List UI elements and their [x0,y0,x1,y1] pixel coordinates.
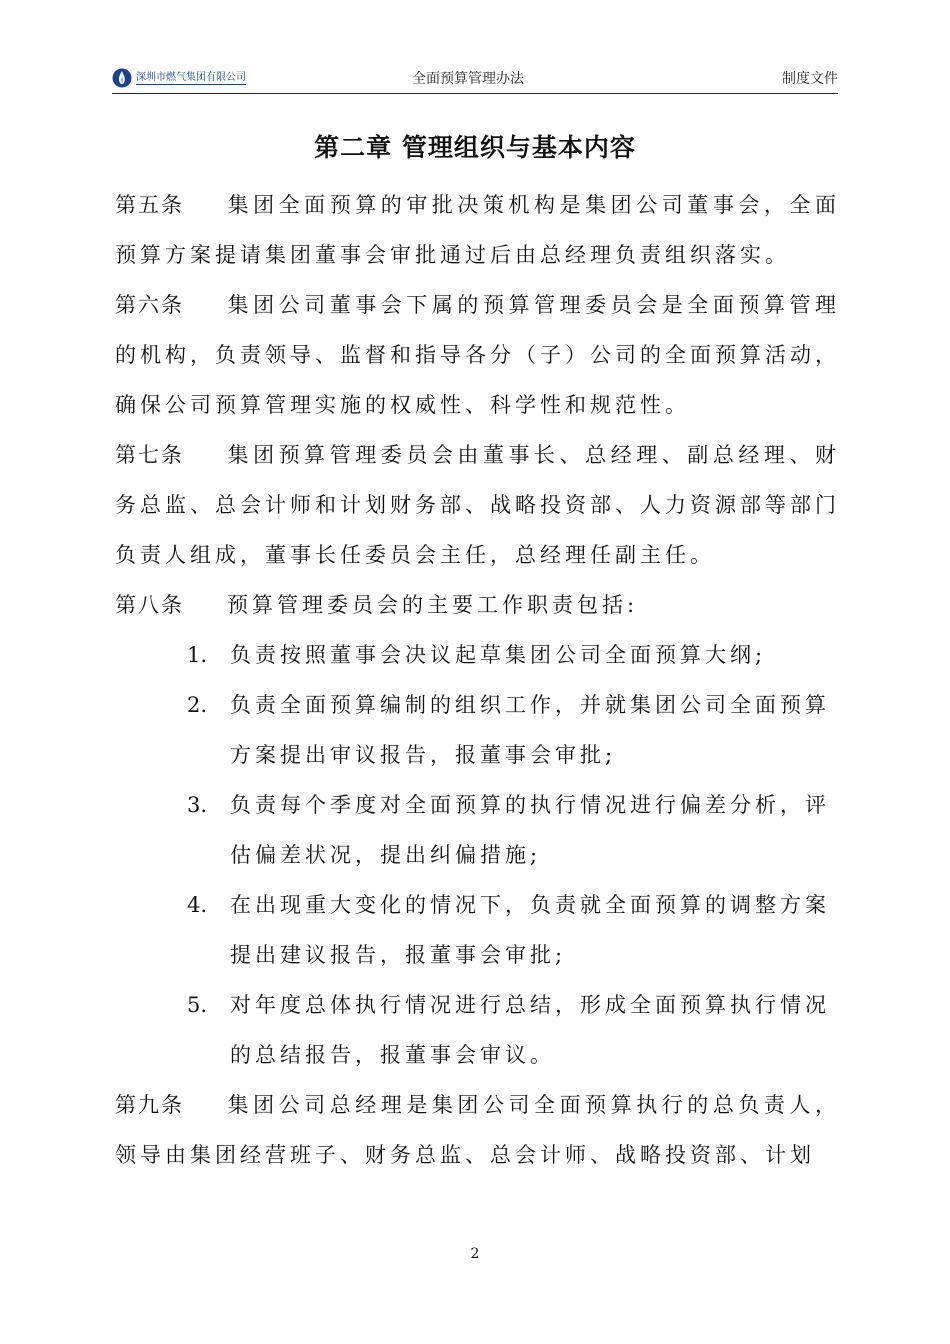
duty-number: 5. [187,993,208,1017]
article-label: 第七条 [115,443,184,467]
page-header [112,62,838,94]
article-8 [115,580,840,630]
page-number: 2 [470,1246,480,1262]
article-text: 集团预算管理委员会由董事长、总经理、副总经理、财务总监、总会计师和计划财务部、战略投资部、人力资源部等部门负责人组成，董事长任委员会主任，总经理任副主任。 [115,443,840,567]
article-6 [115,280,840,430]
duty-item-1 [115,630,840,680]
header-rule [112,93,838,94]
duty-text: 负责按照董事会决议起草集团公司全面预算大纲; [230,643,767,667]
article-label: 第五条 [115,193,184,217]
company-name: 深圳市燃气集团有限公司 [136,72,246,83]
duty-text: 在出现重大变化的情况下，负责就全面预算的调整方案提出建议报告，报董事会审批; [230,893,830,967]
header-title: 全面预算管理办法 [412,71,524,87]
chapter-title: 第二章 管理组织与基本内容 [314,133,636,162]
article-label: 第八条 [115,593,184,617]
header-doc-type: 制度文件 [782,71,838,87]
article-text: 预算管理委员会的主要工作职责包括: [227,593,639,617]
article-label: 第六条 [115,293,184,317]
document-body [115,180,840,1180]
duty-text: 负责每个季度对全面预算的执行情况进行偏差分析，评估偏差状况，提出纠偏措施; [230,793,830,867]
duty-text: 对年度总体执行情况进行总结，形成全面预算执行情况的总结报告，报董事会审议。 [230,993,830,1067]
article-9 [115,1080,840,1180]
duty-item-3 [115,780,840,880]
duty-item-2 [115,680,840,780]
article-text: 集团公司总经理是集团公司全面预算执行的总负责人，领导由集团经营班子、财务总监、总会计师、战略投资部、计划 [115,1093,840,1167]
duty-number: 3. [187,793,208,817]
article-text: 集团全面预算的审批决策机构是集团公司董事会，全面预算方案提请集团董事会审批通过后由总经理负责组织落实。 [115,193,840,267]
duty-item-4 [115,880,840,980]
duty-item-5 [115,980,840,1080]
duty-number: 1. [187,643,208,667]
article-text: 集团公司董事会下属的预算管理委员会是全面预算管理的机构，负责领导、监督和指导各分（子）公司的全面预算活动，确保公司预算管理实施的权威性、科学性和规范性。 [115,293,840,417]
article-5 [115,180,840,280]
article-label: 第九条 [115,1093,184,1117]
duty-number: 2. [187,693,208,717]
duty-number: 4. [187,893,208,917]
flame-logo-icon [112,68,132,88]
article-7 [115,430,840,580]
duty-text: 负责全面预算编制的组织工作，并就集团公司全面预算方案提出审议报告，报董事会审批; [230,693,830,767]
company-logo [112,66,246,90]
